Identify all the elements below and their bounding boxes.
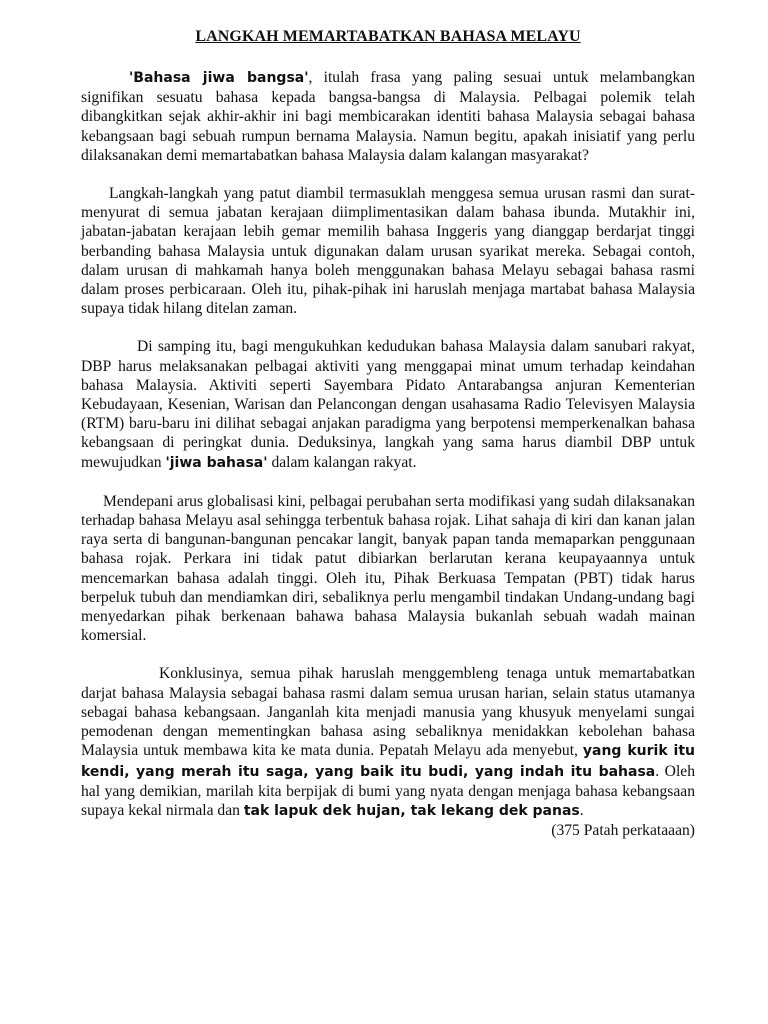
paragraph-3-text-end: dalam kalangan rakyat. (267, 453, 417, 471)
paragraph-5-text-mid: . Oleh hal yang demikian, marilah kita berpijak di bumi yang nyata dengan menjaga bahasa kebangsaan supaya kekal nirmala dan (81, 762, 695, 819)
paragraph-5-proverb: yang kurik itu kendi, yang merah itu saga, yang baik itu budi, yang indah itu bahasa (81, 743, 695, 780)
paragraph-4 (81, 492, 695, 646)
paragraph-5 (81, 664, 695, 821)
paragraph-5-text: Konklusinya, semua pihak haruslah menggembleng tenaga untuk memartabatkan darjat bahasa Malaysia sebagai bahasa rasmi dalam semua urusan harian, selain status utamanya sebagai bahasa kebangsaan. Janganlah kita menjadi manusia yang khusyuk menyelami sungai pemodenan dengan mementingkan bahasa asing sebaliknya menidakkan kebolehan bahasa Malaysia untuk membawa kita ke mata dunia. Pepatah Melayu ada menyebut, (81, 665, 695, 760)
paragraph-3-text: Di samping itu, bagi mengukuhkan kedudukan bahasa Malaysia dalam sanubari rakyat, DBP harus melaksanakan pelbagai aktiviti yang menggapai minat umum terhadap keindahan bahasa Malaysia. Aktiviti seperti Sayembara Pidato Antarabangsa anjuran Kementerian Kebudayaan, Kesenian, Warisan dan Pelancongan dengan usahasama Radio Televisyen Malaysia (RTM) baru-baru ini dilihat sebagai anjakan paradigma yang berpotensi memperkenalkan bahasa kebangsaan di peringkat dunia. Deduksinya, langkah yang sama harus diambil DBP untuk mewujudkan (81, 338, 695, 471)
paragraph-2 (81, 184, 695, 318)
paragraph-3-phrase: 'jiwa bahasa' (165, 454, 268, 471)
paragraph-5-text-end: . (579, 801, 584, 819)
paragraph-3 (81, 337, 695, 472)
paragraph-5-idiom: tak lapuk dek hujan, tak lekang dek panas (243, 802, 580, 819)
paragraph-1-phrase: 'Bahasa jiwa bangsa' (129, 70, 309, 86)
essay-title: LANGKAH MEMARTABATKAN BAHASA MELAYU (195, 28, 581, 45)
word-count: (375 Patah perkataaan) (551, 822, 695, 840)
essay-page (81, 27, 695, 840)
paragraph-4-text: Mendepani arus globalisasi kini, pelbagai perubahan serta modifikasi yang sudah dilaksanakan terhadap bahasa Melayu asal sehingga terbentuk bahasa rojak. Lihat sahaja di kiri dan kanan jalan raya serta di bangunan-bangunan pencakar langit, banyak papan tanda memaparkan penggunaan bahasa rojak. Perkara ini tidak patut dibiarkan berlarutan kerana keupayaannya untuk mencemarkan bahasa adalah tinggi. Oleh itu, Pihak Berkuasa Tempatan (PBT) tidak harus berpeluk tubuh dan mendiamkan diri, sebaliknya perlu mengambil tindakan Undang-undang bagi menyedarkan pihak berkenaan bahawa bahasa Malaysia bukanlah sebuah wadah mainan komersial. (81, 492, 695, 645)
paragraph-1 (81, 68, 695, 165)
paragraph-2-text: Langkah-langkah yang patut diambil termasuklah menggesa semua urusan rasmi dan surat-menyurat di semua jabatan kerajaan diimplimentasikan dalam bahasa ibunda. Mutakhir ini, jabatan-jabatan kerajaan lebih gemar memilih bahasa Inggeris yang dianggap berdarjat tinggi berbanding bahasa Malaysia untuk digunakan dalam urusan syarikat mereka. Sebagai contoh, dalam urusan di mahkamah hanya boleh menggunakan bahasa Melayu sebagai bahasa rasmi dalam proses perbicaraan. Oleh itu, pihak-pihak ini haruslah menjaga martabat bahasa Malaysia supaya tidak hilang ditelan zaman. (81, 185, 695, 318)
paragraph-1-text: , itulah frasa yang paling sesuai untuk melambangkan signifikan sesuatu bahasa kepada bangsa-bangsa di Malaysia. Pelbagai polemik telah dibangkitkan sejak akhir-akhir ini bagi membicarakan identiti bahasa Malaysia sebagai bahasa kebangsaan bagi sebuah rumpun bernama Malaysia. Namun begitu, apakah inisiatif yang perlu dilaksanakan demi memartabatkan bahasa Malaysia dalam kalangan masyarakat? (81, 69, 695, 164)
